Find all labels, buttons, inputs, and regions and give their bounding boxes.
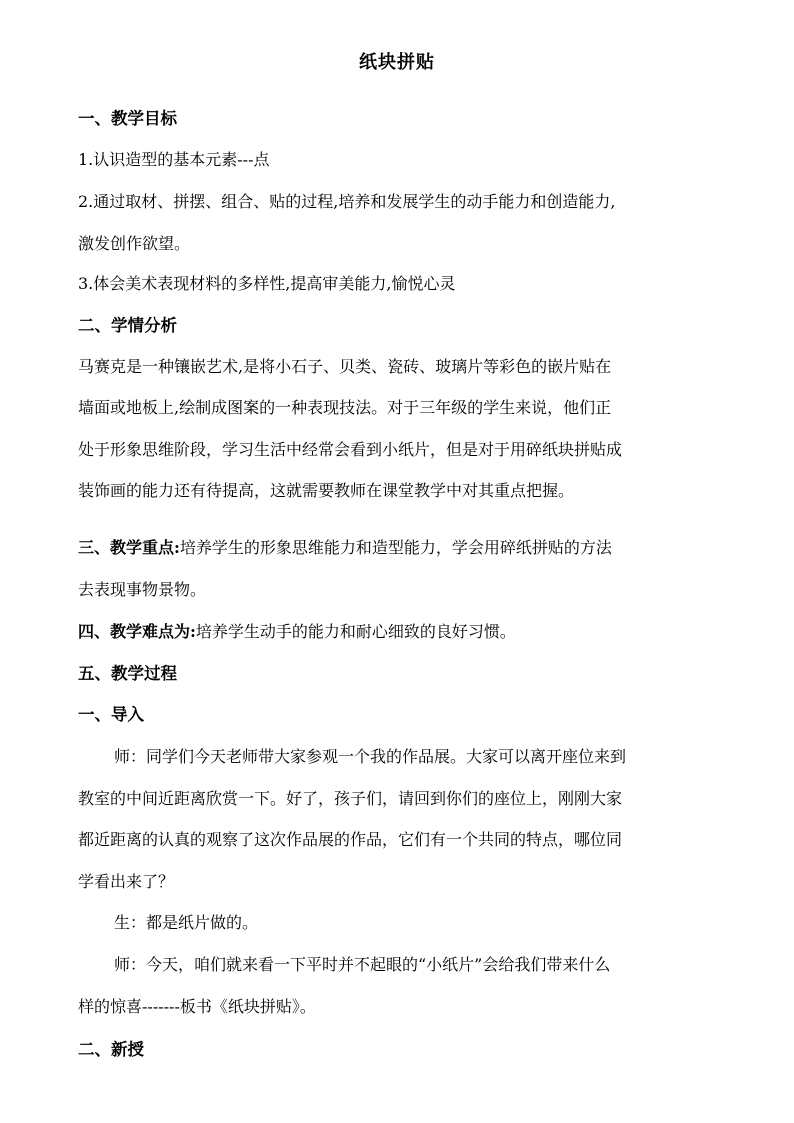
section-heading-analysis: 二、学情分析	[78, 316, 177, 335]
section-heading-goals: 一、教学目标	[78, 109, 177, 128]
intro-paragraph-1-line-1: 师：同学们今天老师带大家参观一个我的作品展。大家可以离开座位来到	[114, 747, 627, 766]
key-point-text: 培养学生的形象思维能力和造型能力，学会用碎纸拼贴的方法	[179, 538, 612, 557]
goal-item-2-line-1: 2.通过取材、拼摆、组合、贴的过程,培养和发展学生的动手能力和创造能力,	[78, 192, 616, 211]
subheading-new-lesson: 二、新授	[78, 1040, 144, 1059]
analysis-line-4: 装饰画的能力还有待提高，这就需要教师在课堂教学中对其重点把握。	[78, 481, 575, 500]
difficulty-line	[78, 622, 718, 642]
subheading-intro: 一、导入	[78, 705, 144, 724]
intro-paragraph-1-line-2: 教室的中间近距离欣赏一下。好了，孩子们，请回到你们的座位上，刚刚大家	[78, 789, 623, 808]
goal-item-3: 3.体会美术表现材料的多样性,提高审美能力,愉悦心灵	[78, 274, 456, 293]
intro-paragraph-2: 生：都是纸片做的。	[114, 913, 259, 932]
intro-paragraph-3-line-2: 样的惊喜-------板书《纸块拼贴》。	[78, 997, 316, 1016]
section-heading-process: 五、教学过程	[78, 664, 177, 683]
analysis-line-2: 墙面或地板上,绘制成图案的一种表现技法。对于三年级的学生来说，他们正	[78, 398, 612, 417]
key-point-label: 三、教学重点:	[78, 538, 180, 557]
goal-item-2-line-2: 激发创作欲望。	[78, 234, 191, 253]
key-point-line-1	[78, 538, 718, 558]
goal-item-1: 1.认识造型的基本元素---点	[78, 150, 270, 169]
difficulty-text: 培养学生动手的能力和耐心细致的良好习惯。	[195, 622, 516, 641]
difficulty-label: 四、教学难点为:	[78, 622, 196, 641]
key-point-line-2: 去表现事物景物。	[78, 580, 207, 599]
analysis-line-1: 马赛克是一种镶嵌艺术,是将小石子、贝类、瓷砖、玻璃片等彩色的嵌片贴在	[78, 357, 612, 376]
intro-paragraph-1-line-3: 都近距离的认真的观察了这次作品展的作品，它们有一个共同的特点，哪位同	[78, 830, 623, 849]
intro-paragraph-1-line-4: 学看出来了？	[78, 872, 175, 891]
intro-paragraph-3-line-1: 师：今天，咱们就来看一下平时并不起眼的“小纸片”会给我们带来什么	[114, 955, 611, 974]
document-title: 纸块拼贴	[359, 52, 435, 73]
analysis-line-3: 处于形象思维阶段，学习生活中经常会看到小纸片，但是对于用碎纸块拼贴成	[78, 440, 623, 459]
